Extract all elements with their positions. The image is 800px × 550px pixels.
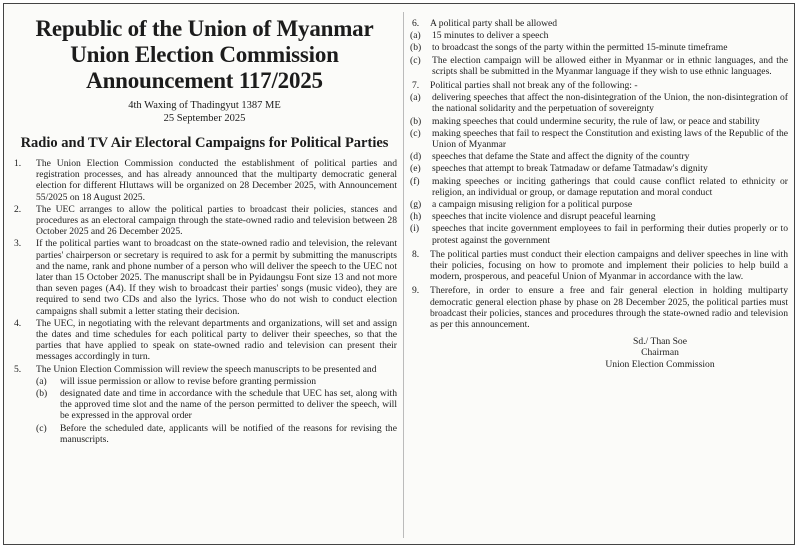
signatory-org: Union Election Commission [605, 358, 715, 370]
paragraph-8: 8. The political parties must conduct their election campaigns and deliver speeches in line with their policies, focusing on how to promote and implement their policies to help build a modern, prosperous, and peaceful Union of Myanmar in accordance with the law. [412, 248, 788, 283]
right-column [410, 18, 788, 370]
sub-item-7f: (f) making speeches or inciting gatherings that could cause conflict related to ethnicity or religion, an individual or group, or damage reputation and moral conduct [410, 175, 788, 198]
date-english: 25 September 2025 [163, 113, 246, 124]
date-myanmar: 4th Waxing of Thadingyut 1387 ME [128, 100, 281, 111]
sub-item-5b: (b) designated date and time in accordance with the schedule that UEC has set, along with the approved time slot and the name of the person permitted to deliver the speech, will be expressed in the approval order [36, 388, 397, 422]
paragraph-1: 1. The Union Election Commission conducted the establishment of political parties and registration processes, and has already announced that the multiparty democratic general election for different Hluttaws will be organized on 28 December 2025, with Announcement 55/2025 on 18 August 2025. [14, 158, 397, 203]
sub-item-6a: (a) 15 minutes to deliver a speech [410, 30, 549, 42]
sub-item-5a: (a) will issue permission or allow to revise before granting permission [36, 375, 317, 387]
section-heading: Radio and TV Air Electoral Campaigns for Political Parties [20, 135, 389, 151]
sub-item-7c: (c) making speeches that fail to respect the Constitution and existing laws of the Republic of the Union of Myanmar [410, 127, 788, 151]
paragraph-7: 7. Political parties shall not break any of the following: - [412, 80, 638, 92]
sub-item-7a: (a) delivering speeches that affect the non-disintegration of the Union, the non-disintegration of the national solidarity and the perpetuation of sovereignty [410, 92, 788, 115]
left-column [12, 4, 397, 446]
signature-block [590, 336, 730, 370]
column-divider [403, 12, 404, 538]
sub-item-7g: (g) a campaign misusing religion for a political purpose [410, 199, 633, 211]
sub-item-7i: (i) speeches that incite government employees to fail in performing their duties properly or to protest against the government [410, 223, 788, 246]
paragraph-4: 4. The UEC, in negotiating with the relevant departments and organizations, will set and assign the dates and time schedules for each political party to deliver their speeches, so that the parties that have applied to speak on state-owned radio and television can present their messages accordingly in turn. [14, 317, 397, 363]
sub-item-7d: (d) speeches that defame the State and affect the dignity of the country [410, 151, 690, 163]
signatory-name: Sd./ Than Soe [633, 336, 687, 348]
date-block [12, 99, 397, 125]
title-line-3: Announcement 117/2025 [86, 68, 323, 93]
announcement-panel [3, 3, 795, 545]
sub-item-7e: (e) speeches that attempt to break Tatmadaw or defame Tatmadaw's dignity [410, 163, 708, 175]
sub-item-7h: (h) speeches that incite violence and disrupt peaceful learning [410, 211, 656, 223]
signatory-title: Chairman [641, 347, 679, 359]
sub-item-6c: (c) The election campaign will be allowed either in Myanmar or in ethnic languages, and the scripts shall be submitted in the Myanmar language if they wish to use ethnic languages. [410, 54, 788, 77]
title-line-1: Republic of the Union of Myanmar [35, 16, 374, 41]
paragraph-9: 9. Therefore, in order to ensure a free and fair general election in holding multiparty democratic general election phase by phase on 28 December 2025, the political parties must broadcast their policies, stances and procedures through the state-owned radio and television as per this announcement. [412, 285, 788, 331]
paragraph-6: 6. A political party shall be allowed [412, 18, 558, 29]
title-line-2: Union Election Commission [70, 42, 339, 67]
page-title [12, 16, 397, 94]
paragraph-2: 2. The UEC arranges to allow the political parties to broadcast their policies, stances and procedures as an electoral campaign through the state-owned radio and television between 28 October 2025 and 26 December 2025. [14, 203, 397, 238]
paragraph-5: 5. The Union Election Commission will review the speech manuscripts to be presented and [14, 363, 377, 375]
sub-item-5c: (c) Before the scheduled date, applicants will be notified of the reasons for revising the manuscripts. [36, 422, 397, 445]
sub-item-6b: (b) to broadcast the songs of the party within the permitted 15-minute timeframe [410, 42, 728, 54]
paragraph-3: 3. If the political parties want to broadcast on the state-owned radio and television, the relevant parties' chairperson or secretary is required to ask for a permit by submitting the manuscripts and the name, rank and phone number of a person who will deliver the speech to the UEC not later than 15 October 2025. The manuscript shall be in Pyidaungsu Font size 13 and not more than seven pages (A4). If they wish to broadcast their parties' songs (music video), they are required to send two CDs and also the lyrics. Those who do not wish to conduct election campaigns shall submit a letter stating their decision. [14, 238, 397, 317]
sub-item-7b: (b) making speeches that could undermine security, the rule of law, or peace and stability [410, 115, 760, 127]
